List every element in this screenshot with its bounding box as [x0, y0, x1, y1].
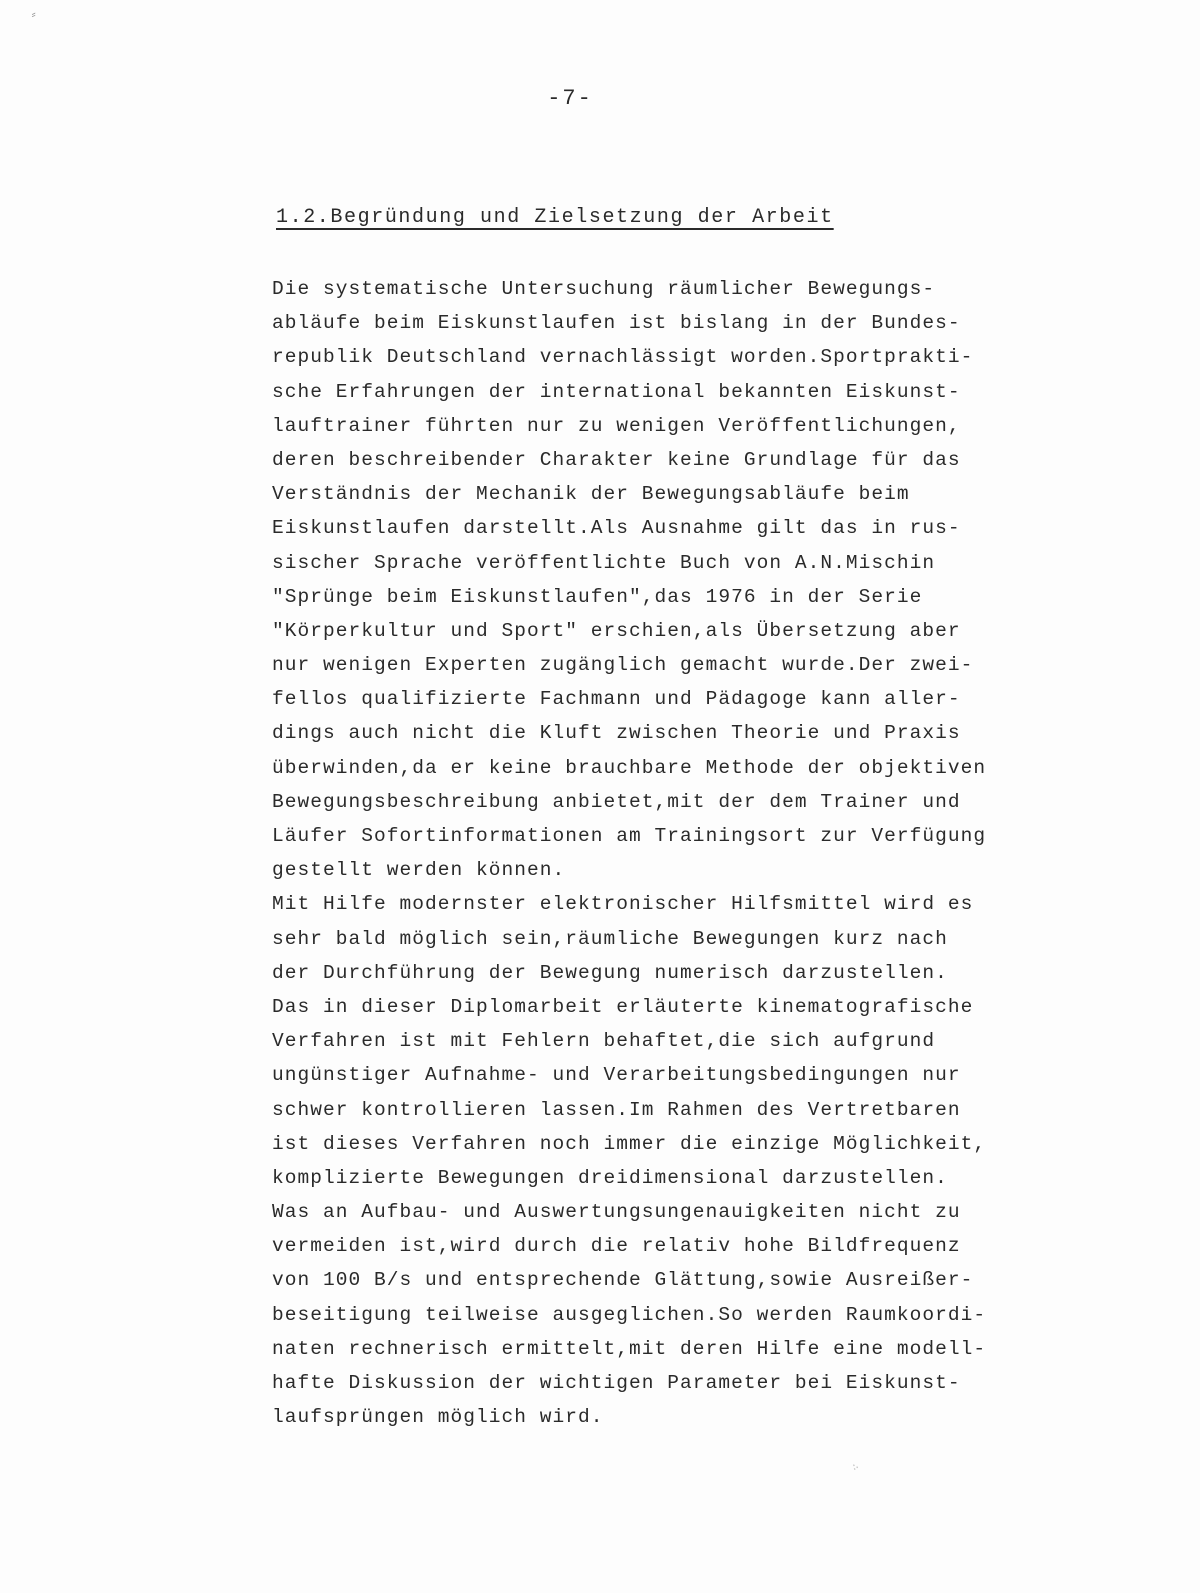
text-line: abläufe beim Eiskunstlaufen ist bislang in der Bundes- [272, 312, 961, 335]
text-line: Was an Aufbau- und Auswertungsungenauigkeiten nicht zu [272, 1201, 961, 1224]
text-line: Bewegungsbeschreibung anbietet,mit der dem Trainer und [272, 790, 961, 813]
text-line: Verfahren ist mit Fehlern behaftet,die sich aufgrund [272, 1030, 936, 1053]
corner-pencil-mark: ⸗ [30, 8, 38, 22]
section-heading: 1.2.Begründung und Zielsetzung der Arbeit [276, 206, 834, 229]
smudge-mark: ∴ [850, 1461, 862, 1475]
text-line: ist dieses Verfahren noch immer die einzige Möglichkeit, [272, 1132, 987, 1155]
text-line: Verständnis der Mechanik der Bewegungsabläufe beim [272, 483, 910, 506]
text-line: komplizierte Bewegungen dreidimensional darzustellen. [272, 1166, 948, 1189]
text-line: hafte Diskussion der wichtigen Parameter bei Eiskunst- [272, 1372, 961, 1394]
text-line: "Körperkultur und Sport" erschien,als Übersetzung aber [272, 619, 961, 642]
text-line: republik Deutschland vernachlässigt worden.Sportprakti- [272, 346, 974, 369]
text-line: vermeiden ist,wird durch die relativ hohe Bildfrequenz [272, 1235, 961, 1258]
text-line: sischer Sprache veröffentlichte Buch von A.N.Mischin [272, 551, 936, 574]
text-line: der Durchführung der Bewegung numerisch darzustellen. [272, 961, 948, 984]
text-line: gestellt werden können. [272, 859, 566, 882]
text-line: laufsprüngen möglich wird. [272, 1406, 604, 1429]
text-line: deren beschreibender Charakter keine Grundlage für das [272, 448, 961, 471]
text-line: überwinden,da er keine brauchbare Methode der objektiven [272, 756, 987, 779]
text-line: Läufer Sofortinformationen am Trainingsort zur Verfügung [272, 825, 987, 847]
text-line: Eiskunstlaufen darstellt.Als Ausnahme gilt das in rus- [272, 517, 961, 540]
text-line: ungünstiger Aufnahme- und Verarbeitungsbedingungen nur [272, 1064, 961, 1087]
text-line: sche Erfahrungen der international bekannten Eiskunst- [272, 380, 961, 403]
text-line: naten rechnerisch ermittelt,mit deren Hilfe eine modell- [272, 1337, 987, 1360]
body-text [272, 272, 1072, 1434]
text-line: Das in dieser Diplomarbeit erläuterte kinematografische [272, 995, 974, 1018]
text-line: Mit Hilfe modernster elektronischer Hilfsmittel wird es [272, 893, 974, 916]
text-line: "Sprünge beim Eiskunstlaufen",das 1976 in der Serie [272, 585, 923, 608]
text-line: sehr bald möglich sein,räumliche Bewegungen kurz nach [272, 927, 948, 950]
page-number: -7- [547, 86, 593, 111]
text-line: von 100 B/s und entsprechende Glättung,sowie Ausreißer- [272, 1269, 974, 1292]
text-line: lauftrainer führten nur zu wenigen Veröffentlichungen, [272, 414, 961, 437]
text-line: beseitigung teilweise ausgeglichen.So werden Raumkoordi- [272, 1303, 987, 1326]
text-line: Die systematische Untersuchung räumlicher Bewegungs- [272, 278, 936, 300]
text-line: schwer kontrollieren lassen.Im Rahmen des Vertretbaren [272, 1098, 961, 1121]
text-line: dings auch nicht die Kluft zwischen Theorie und Praxis [272, 722, 961, 745]
text-line: nur wenigen Experten zugänglich gemacht wurde.Der zwei- [272, 654, 974, 677]
text-line: fellos qualifizierte Fachmann und Pädagoge kann aller- [272, 688, 961, 711]
